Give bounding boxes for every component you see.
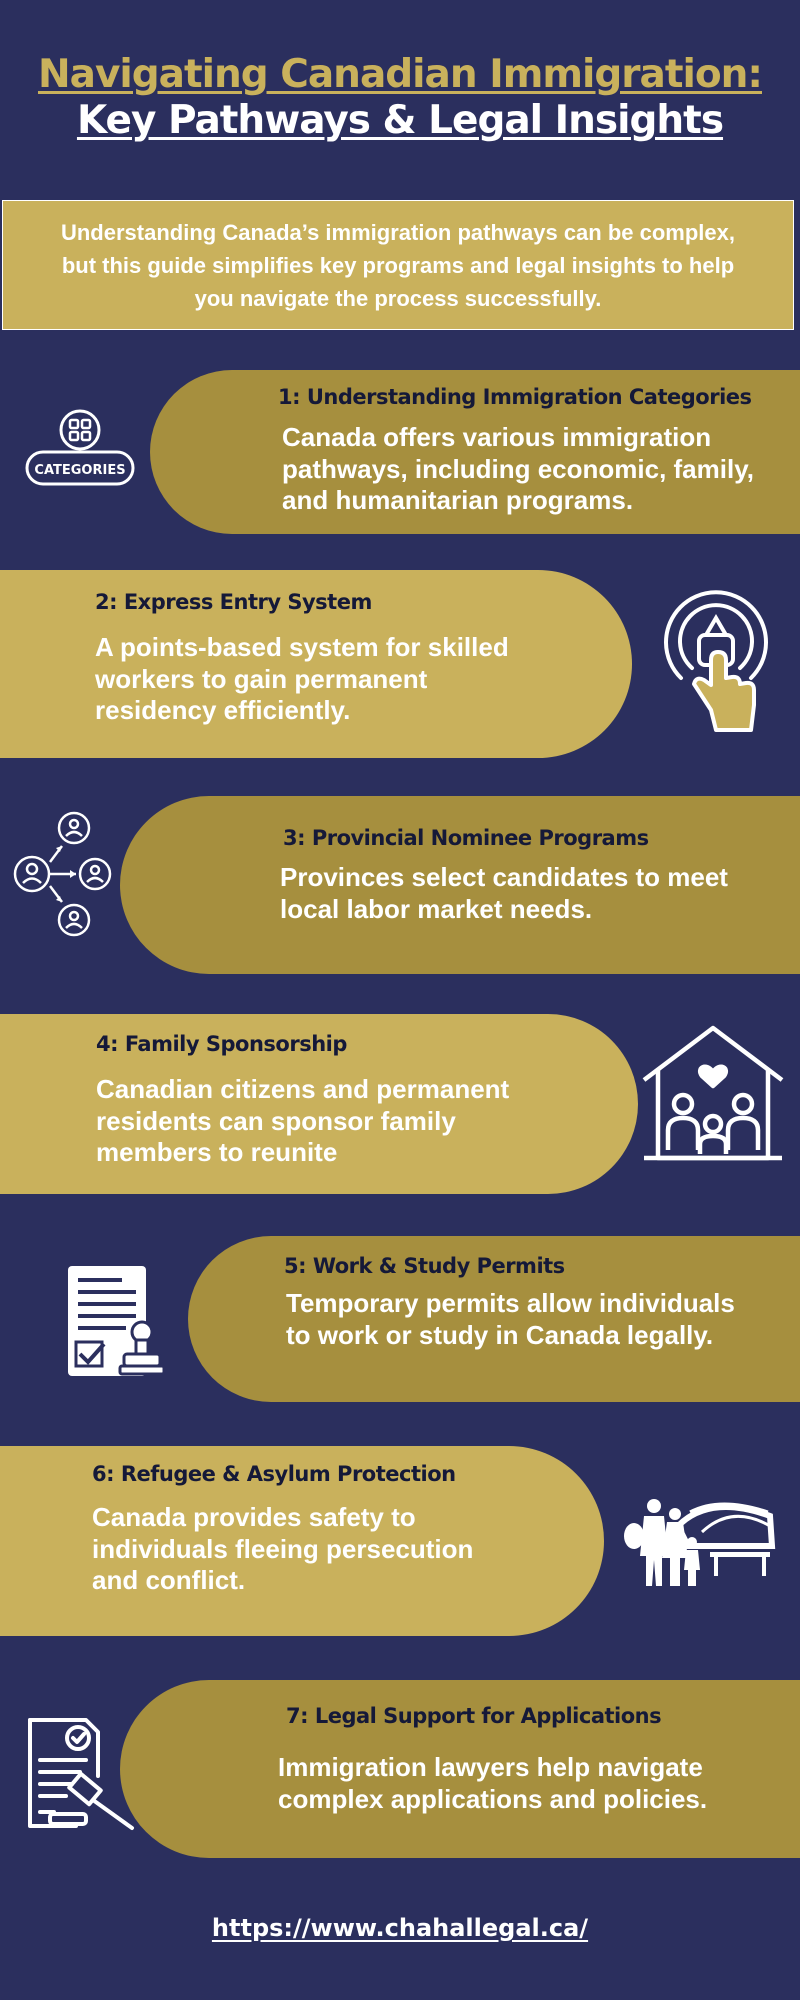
refugee-shelter-icon: [620, 1496, 780, 1588]
section-5-body: Temporary permits allow individuals to work or study in Canada legally.: [286, 1288, 735, 1350]
section-1-heading: 1: Understanding Immigration Categories: [278, 385, 752, 409]
section-1-body: Canada offers various immigration pathways, including economic, family, and humanitarian programs.: [282, 422, 754, 516]
section-5-heading: 5: Work & Study Permits: [284, 1254, 565, 1278]
section-1-card: [150, 370, 800, 534]
title-line-1: Navigating Canadian Immigration:: [37, 52, 762, 97]
gavel-document-icon: [26, 1716, 142, 1832]
section-2-heading: 2: Express Entry System: [95, 590, 372, 614]
section-3-heading: 3: Provincial Nominee Programs: [283, 826, 649, 850]
touch-hand-icon: [656, 590, 776, 736]
section-5-card: [188, 1236, 800, 1402]
section-4-body: Canadian citizens and permanent residents can sponsor family members to reunite: [96, 1074, 510, 1168]
section-2-body: A points-based system for skilled workers to gain permanent residency efficiently.: [95, 632, 509, 726]
section-7-body: Immigration lawyers help navigate complex applications and policies.: [278, 1752, 708, 1814]
categories-icon: [24, 408, 136, 490]
section-6-card: [0, 1446, 604, 1636]
section-2-card: [0, 570, 632, 758]
section-4-heading: 4: Family Sponsorship: [96, 1032, 347, 1056]
title-line-2: Key Pathways & Legal Insights: [76, 98, 724, 144]
website-link[interactable]: https://www.chahallegal.ca/: [211, 1914, 589, 1942]
intro-box: Understanding Canada’s immigration pathways can be complex, but this guide simplifies key programs and legal insights to help you navigate the process successfully.: [2, 200, 794, 330]
section-7-card: [120, 1680, 800, 1858]
document-stamp-icon: [66, 1264, 166, 1378]
section-3-body: Provinces select candidates to meet local labor market needs.: [280, 862, 728, 924]
section-6-heading: 6: Refugee & Asylum Protection: [92, 1462, 456, 1486]
footer: [0, 1914, 800, 1942]
page-title: [0, 52, 800, 144]
categories-icon-label: CATEGORIES: [34, 463, 126, 478]
people-network-icon: [12, 810, 114, 938]
family-house-icon: [640, 1024, 786, 1164]
section-7-heading: 7: Legal Support for Applications: [286, 1704, 662, 1728]
section-3-card: [120, 796, 800, 974]
section-6-body: Canada provides safety to individuals fleeing persecution and conflict.: [92, 1502, 474, 1596]
section-4-card: [0, 1014, 638, 1194]
